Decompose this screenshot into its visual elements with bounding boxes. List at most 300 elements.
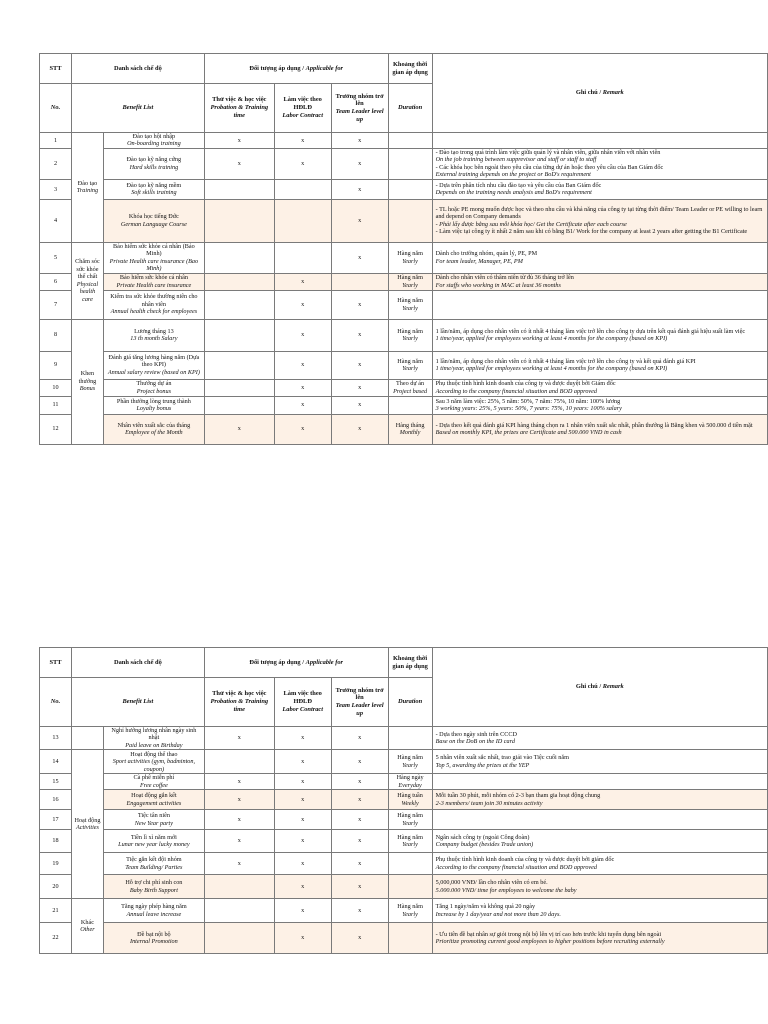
category-en: Training xyxy=(76,187,99,195)
table-row xyxy=(40,242,768,273)
remark-line: - Ưu tiên đề bạt nhân sự giỏi trong nội bộ lên vị trí cao hơn trước khi tuyển dụng bên ngoài xyxy=(435,930,662,938)
duration-cell xyxy=(388,810,432,830)
benefit-name-cell xyxy=(103,830,204,853)
row-number: 19 xyxy=(40,853,72,875)
labor-contract-mark: x xyxy=(274,290,331,319)
duration-cell xyxy=(388,351,432,379)
team-leader-mark: x xyxy=(331,290,388,319)
duration-vi: Hàng ngày xyxy=(396,774,424,782)
duration-cell xyxy=(388,853,432,875)
benefit-name-en: Free coffee xyxy=(139,781,168,789)
duration-header-vi: Khoảng thời gian áp dụng xyxy=(388,648,432,678)
row-number: 8 xyxy=(40,319,72,351)
benefit-name-cell xyxy=(103,319,204,351)
benefit-name-en: Soft skills training xyxy=(131,189,177,197)
leader-en: Team Leader level up xyxy=(335,702,384,717)
team-leader-mark: x xyxy=(331,830,388,853)
duration-cell xyxy=(388,830,432,853)
team-leader-mark: x xyxy=(331,774,388,790)
labor-contract-mark: x xyxy=(274,750,331,774)
duration-cell xyxy=(388,774,432,790)
duration-vi: Hàng năm xyxy=(397,812,423,820)
remark-cell xyxy=(432,899,767,923)
probation-en: Probation & Training time xyxy=(210,698,269,713)
stt-header: STT xyxy=(40,648,72,678)
remark-line: 5 nhân viên xuất sắc nhất, trao giải vào Tiệc cuối năm xyxy=(435,754,569,762)
labor-contract-mark: x xyxy=(274,351,331,379)
remark-line: 1 lần/năm, áp dụng cho nhân viên có ít nhất 4 tháng làm việc trở lên cho công ty và kết quả đánh giá KPI xyxy=(435,357,696,365)
remark-cell xyxy=(432,923,767,954)
benefit-name-vi: Tăng ngày phép hàng năm xyxy=(121,903,187,911)
table-row xyxy=(40,774,768,790)
benefit-name-vi: Bảo hiểm sức khỏe cá nhân (Bảo Minh) xyxy=(113,242,195,258)
benefit-name-cell xyxy=(103,750,204,774)
benefit-name-en: Lunar new year lucky money xyxy=(118,841,190,849)
duration-cell xyxy=(388,379,432,396)
benefit-name-vi: Tiệc tân niên xyxy=(137,812,170,820)
team-leader-mark: x xyxy=(331,810,388,830)
remark-line: Phụ thuộc tình hình kinh doanh của công ty và được duyệt bởi giám đốc xyxy=(435,856,615,864)
duration-vi: Hàng năm xyxy=(397,250,423,258)
remark-line: 3 working years: 25%, 5 years: 50%, 7 years: 75%, 10 years: 100% salary xyxy=(435,405,622,413)
benefit-name-en: Loyalty bonus xyxy=(136,405,172,413)
leader-header xyxy=(331,84,388,133)
table-2-body xyxy=(40,727,768,954)
duration-cell xyxy=(388,133,432,149)
row-number: 12 xyxy=(40,414,72,444)
labor-en: Labor Contract xyxy=(282,111,324,119)
remark-line: 1 time/year, applied for employees working at least 4 months for the company (based on KPI) xyxy=(435,365,668,373)
benefit-name-cell xyxy=(103,810,204,830)
table-row xyxy=(40,199,768,242)
benefit-name-vi: Hỗ trợ chi phí sinh con xyxy=(125,879,183,887)
remark-cell xyxy=(432,396,767,414)
table-row xyxy=(40,899,768,923)
remark-cell xyxy=(432,133,767,149)
probation-mark xyxy=(204,379,274,396)
duration-en: Yearly xyxy=(402,365,418,373)
duration-cell xyxy=(388,242,432,273)
benefit-name-en: Team Building/ Parties xyxy=(125,863,183,871)
remark-line: - Đào tạo trong quá trình làm việc giữa quản lý và nhân viên, giữa nhân viên với nhân viên xyxy=(435,149,661,156)
duration-en: Yearly xyxy=(402,761,418,769)
duration-header-vi: Khoảng thời gian áp dụng xyxy=(388,54,432,84)
category-cell xyxy=(71,242,103,319)
category-vi: Khen thưởng xyxy=(78,370,97,385)
applicable-vi: Đối tượng áp dụng / xyxy=(249,64,304,72)
probation-vi: Thử việc & học việc xyxy=(212,96,267,104)
labor-contract-mark: x xyxy=(274,875,331,899)
row-number: 13 xyxy=(40,727,72,750)
team-leader-mark: x xyxy=(331,853,388,875)
probation-mark xyxy=(204,899,274,923)
duration-cell xyxy=(388,750,432,774)
category-cell xyxy=(71,133,103,243)
row-number: 20 xyxy=(40,875,72,899)
benefit-name-vi: Tiền lì xì năm mới xyxy=(130,833,177,841)
category-en: Activities xyxy=(75,824,99,832)
probation-mark: x xyxy=(204,414,274,444)
duration-cell xyxy=(388,148,432,179)
remark-line: Company budget (besides Trade union) xyxy=(435,841,534,849)
row-number: 16 xyxy=(40,790,72,810)
duration-en: Yearly xyxy=(402,841,418,849)
row-number: 1 xyxy=(40,133,72,149)
table-row xyxy=(40,810,768,830)
remark-cell xyxy=(432,810,767,830)
remark-line: - Dựa theo kết quả đánh giá KPI hàng tháng chọn ra 1 nhân viên xuất sắc nhất, phần thưởng là Bằng khen và 500.000 đ tiền mặt xyxy=(435,421,753,429)
remark-cell xyxy=(432,319,767,351)
remark-header xyxy=(432,648,767,727)
remark-line: Depends on the training needs analysis and BoD's requirement xyxy=(435,189,592,197)
duration-cell xyxy=(388,396,432,414)
benefit-name-en: Private Health care insurance xyxy=(116,281,192,289)
benefit-name-cell xyxy=(103,923,204,954)
table-1-body xyxy=(40,133,768,445)
list-header-vi: Danh sách chế độ xyxy=(71,648,204,678)
labor-en: Labor Contract xyxy=(282,705,324,713)
duration-cell xyxy=(388,727,432,750)
probation-mark xyxy=(204,199,274,242)
header-row-1 xyxy=(40,648,768,678)
benefit-name-en: Paid leave on Birthday xyxy=(125,741,183,749)
benefit-name-vi: Phần thưởng lòng trung thành xyxy=(116,397,191,405)
row-number: 18 xyxy=(40,830,72,853)
benefit-name-vi: Lương tháng 13 xyxy=(134,327,174,335)
no-header: No. xyxy=(40,84,72,133)
benefit-name-cell xyxy=(103,351,204,379)
duration-cell xyxy=(388,899,432,923)
remark-line: Top 5, awarding the prizes at the YEP xyxy=(435,761,530,769)
table-row xyxy=(40,319,768,351)
row-number: 15 xyxy=(40,774,72,790)
duration-header-en: Duration xyxy=(388,678,432,727)
list-header-vi: Danh sách chế độ xyxy=(71,54,204,84)
table-row xyxy=(40,133,768,149)
remark-cell xyxy=(432,242,767,273)
remark-cell xyxy=(432,351,767,379)
probation-header xyxy=(204,84,274,133)
remark-line: - Làm việc tại công ty ít nhất 2 năm sau khi có bằng B1/ Work for the company at least 2 years after getting the B1 Certificate xyxy=(435,228,748,236)
category-en: Other xyxy=(80,926,95,934)
leader-en: Team Leader level up xyxy=(335,108,384,123)
benefit-name-en: Annual leave increase xyxy=(126,910,182,918)
remark-line: 5.000.000 VND/ time for employees to welcome the baby xyxy=(435,886,577,894)
table-row xyxy=(40,853,768,875)
remark-line: - Dựa theo ngày sinh trên CCCD xyxy=(435,730,517,738)
list-header-en: Benefit List xyxy=(71,678,204,727)
probation-mark: x xyxy=(204,810,274,830)
team-leader-mark: x xyxy=(331,148,388,179)
team-leader-mark: x xyxy=(331,750,388,774)
remark-line: According to the company financial situation and BOD approved xyxy=(435,863,597,871)
benefit-name-en: Project bonus xyxy=(136,387,172,395)
remark-cell xyxy=(432,727,767,750)
benefit-name-vi: Đào tạo kỹ năng mềm xyxy=(126,181,182,189)
duration-vi: Hàng năm xyxy=(397,754,423,762)
team-leader-mark: x xyxy=(331,875,388,899)
labor-contract-mark: x xyxy=(274,319,331,351)
duration-cell xyxy=(388,290,432,319)
benefit-name-vi: Hoạt động gắn kết xyxy=(131,792,177,800)
benefit-name-cell xyxy=(103,853,204,875)
labor-contract-mark: x xyxy=(274,727,331,750)
table-row xyxy=(40,830,768,853)
remark-cell xyxy=(432,199,767,242)
applicable-vi: Đối tượng áp dụng / xyxy=(249,658,304,666)
category-vi: Đào tạo xyxy=(77,180,98,187)
duration-cell xyxy=(388,199,432,242)
probation-mark: x xyxy=(204,133,274,149)
team-leader-mark: x xyxy=(331,242,388,273)
labor-contract-mark: x xyxy=(274,379,331,396)
team-leader-mark xyxy=(331,273,388,290)
team-leader-mark: x xyxy=(331,351,388,379)
table-row xyxy=(40,396,768,414)
benefit-name-vi: Nghỉ hưởng lương nhân ngày sinh nhật xyxy=(111,727,197,742)
remark-line: Base on the DoB on the ID card xyxy=(435,738,515,746)
remark-line: External training depends on the project or BoD's requirement xyxy=(435,171,591,179)
remark-line: - TL hoặc PE mong muốn được học và theo nhu cầu và khả năng của công ty tại từng thời điểm/ Team Leader or PE willing to learn and depend on Company demands xyxy=(435,206,763,221)
benefit-name-vi: Thưởng dự án xyxy=(136,380,172,388)
duration-en: Yearly xyxy=(402,257,418,265)
remark-line: 5,000,000 VNĐ/ lần cho nhân viên có em bé. xyxy=(435,879,548,887)
benefit-name-cell xyxy=(103,290,204,319)
remark-cell xyxy=(432,273,767,290)
remark-line: Prioritize promoting current good employees to higher positions before recruiting externally xyxy=(435,938,665,946)
stt-header: STT xyxy=(40,54,72,84)
remark-line: - Các khóa học bên ngoài theo yêu cầu của từng dự án hoặc theo yêu cầu của Ban Giám đốc xyxy=(435,163,664,171)
probation-mark: x xyxy=(204,727,274,750)
leader-vi: Trưởng nhóm trở lên xyxy=(335,92,384,108)
benefit-name-vi: Đánh giá tăng lương hàng năm (Dựa theo KPI) xyxy=(108,353,200,369)
table-row xyxy=(40,727,768,750)
duration-vi: Hàng năm xyxy=(397,274,423,282)
labor-contract-mark: x xyxy=(274,273,331,290)
benefit-name-en: Internal Promotion xyxy=(130,938,178,946)
team-leader-mark: x xyxy=(331,414,388,444)
duration-en: Yearly xyxy=(402,910,418,918)
probation-mark xyxy=(204,351,274,379)
remark-line: - Dựa trên phân tích nhu cầu đào tạo và yêu cầu của Ban Giám đốc xyxy=(435,181,602,189)
duration-vi: Hàng năm xyxy=(397,903,423,911)
benefit-name-cell xyxy=(103,790,204,810)
probation-en: Probation & Training time xyxy=(210,104,269,119)
remark-line: Ngân sách công ty (ngoài Công đoàn) xyxy=(435,833,530,841)
duration-vi: Hàng năm xyxy=(397,357,423,365)
labor-contract-mark: x xyxy=(274,774,331,790)
remark-line: Dành cho nhân viên có thâm niên từ đủ 36 tháng trở lên xyxy=(435,274,574,282)
probation-mark: x xyxy=(204,830,274,853)
probation-mark: x xyxy=(204,148,274,179)
probation-header xyxy=(204,678,274,727)
remark-cell xyxy=(432,414,767,444)
duration-cell xyxy=(388,179,432,199)
table-row xyxy=(40,148,768,179)
duration-vi: Hàng năm xyxy=(397,297,423,305)
labor-vi: Làm việc theo HĐLĐ xyxy=(283,96,322,112)
team-leader-mark: x xyxy=(331,790,388,810)
row-number: 21 xyxy=(40,899,72,923)
probation-mark xyxy=(204,750,274,774)
remark-cell xyxy=(432,179,767,199)
remark-vi: Ghi chú / xyxy=(575,683,602,691)
row-number: 11 xyxy=(40,396,72,414)
benefit-name-vi: Cà phê miễn phí xyxy=(133,774,175,782)
remark-cell xyxy=(432,379,767,396)
remark-line: For staffs who working in MAC at least 36 months xyxy=(435,281,561,289)
labor-vi: Làm việc theo HĐLĐ xyxy=(283,690,322,706)
category-en: Physical health care xyxy=(76,280,99,303)
benefit-name-en: Sport activities (gym, badminton, coupon) xyxy=(112,758,196,773)
benefits-table-1 xyxy=(39,53,768,445)
probation-mark xyxy=(204,319,274,351)
benefit-name-vi: Tiệc gắn kết đội nhóm xyxy=(126,856,182,864)
duration-vi: Hàng tháng xyxy=(395,421,425,429)
table-row xyxy=(40,875,768,899)
team-leader-mark: x xyxy=(331,899,388,923)
duration-en: Monthly xyxy=(399,429,421,437)
team-leader-mark: x xyxy=(331,179,388,199)
row-number: 5 xyxy=(40,242,72,273)
benefit-name-cell xyxy=(103,273,204,290)
benefit-name-cell xyxy=(103,379,204,396)
table-row xyxy=(40,179,768,199)
benefit-name-vi: Đào tạo kỹ năng cứng xyxy=(126,156,182,164)
team-leader-mark: x xyxy=(331,319,388,351)
benefit-name-vi: Hoạt động thể thao xyxy=(130,750,178,758)
remark-cell xyxy=(432,750,767,774)
remark-line: Mỗi tuần 30 phút, mỗi nhóm có 2-3 bạn tham gia hoạt động chung xyxy=(435,792,601,800)
benefit-name-cell xyxy=(103,396,204,414)
benefit-name-cell xyxy=(103,148,204,179)
row-number: 4 xyxy=(40,199,72,242)
duration-cell xyxy=(388,273,432,290)
remark-cell xyxy=(432,774,767,790)
labor-contract-mark: x xyxy=(274,133,331,149)
duration-cell xyxy=(388,875,432,899)
category-cell xyxy=(71,727,103,750)
table-row xyxy=(40,790,768,810)
row-number: 14 xyxy=(40,750,72,774)
remark-cell xyxy=(432,790,767,810)
category-en: Bonus xyxy=(79,385,96,393)
labor-contract-mark xyxy=(274,242,331,273)
category-cell xyxy=(71,750,103,899)
table-row xyxy=(40,273,768,290)
benefit-name-vi: Bảo hiểm sức khỏe cá nhân xyxy=(119,274,188,282)
probation-vi: Thử việc & học việc xyxy=(212,690,267,698)
duration-en: Yearly xyxy=(402,304,418,312)
labor-contract-mark: x xyxy=(274,899,331,923)
duration-vi: Theo dự án xyxy=(396,380,425,388)
remark-cell xyxy=(432,830,767,853)
table-row xyxy=(40,750,768,774)
probation-mark xyxy=(204,923,274,954)
probation-mark xyxy=(204,179,274,199)
benefit-name-vi: Nhân viên xuất sắc của tháng xyxy=(117,421,191,429)
duration-vi: Hàng năm xyxy=(397,327,423,335)
remark-line: On the job training between supprevisor and staff or staff to staff xyxy=(435,156,597,164)
labor-header xyxy=(274,84,331,133)
remark-line: Dành cho trưởng nhóm, quản lý, PE, PM xyxy=(435,250,538,258)
benefit-name-en: German Language Course xyxy=(120,220,187,228)
benefit-name-cell xyxy=(103,899,204,923)
remark-en: Remark xyxy=(602,683,624,691)
duration-en: Everyday xyxy=(398,781,422,789)
benefit-name-cell xyxy=(103,179,204,199)
duration-en: Yearly xyxy=(402,819,418,827)
probation-mark: x xyxy=(204,790,274,810)
benefit-name-en: Annual salary review (based on KPI) xyxy=(107,368,200,376)
table-row xyxy=(40,923,768,954)
table-row xyxy=(40,414,768,444)
row-number: 6 xyxy=(40,273,72,290)
remark-line: Based on monthly KPI, the prizes are Certificate and 500.000 VND in cash xyxy=(435,429,622,437)
no-header: No. xyxy=(40,678,72,727)
row-number: 7 xyxy=(40,290,72,319)
benefit-name-cell xyxy=(103,199,204,242)
benefit-name-cell xyxy=(103,133,204,149)
benefit-name-vi: Khóa học tiếng Đức xyxy=(128,213,179,221)
duration-en: Yearly xyxy=(402,281,418,289)
remark-line: For team leader, Manager, PE, PM xyxy=(435,257,523,265)
labor-contract-mark: x xyxy=(274,810,331,830)
remark-line: Increase by 1 day/year and not more than 20 days. xyxy=(435,910,561,918)
remark-line: 2-3 members/ team join 30 minutes activity xyxy=(435,799,543,807)
applicable-header xyxy=(204,54,388,84)
row-number: 2 xyxy=(40,148,72,179)
benefit-name-en: On-boarding training xyxy=(127,140,181,148)
probation-mark xyxy=(204,242,274,273)
benefit-name-en: Engagement activities xyxy=(126,799,182,807)
list-header-en: Benefit List xyxy=(71,84,204,133)
leader-vi: Trưởng nhóm trở lên xyxy=(335,686,384,702)
probation-mark xyxy=(204,290,274,319)
probation-mark: x xyxy=(204,853,274,875)
remark-en: Remark xyxy=(602,89,624,97)
labor-contract-mark: x xyxy=(274,148,331,179)
remark-vi: Ghi chú / xyxy=(575,89,602,97)
labor-contract-mark: x xyxy=(274,830,331,853)
category-vi: Khác xyxy=(80,918,94,926)
duration-en: Project based xyxy=(393,387,428,395)
applicable-en: Applicable for xyxy=(305,658,344,666)
probation-mark xyxy=(204,875,274,899)
remark-line: 1 time/year, applied for employees working at least 4 months for the company (based on KPI) xyxy=(435,335,668,343)
duration-header-en: Duration xyxy=(388,84,432,133)
leader-header xyxy=(331,678,388,727)
duration-vi: Hàng năm xyxy=(397,833,423,841)
row-number: 22 xyxy=(40,923,72,954)
labor-header xyxy=(274,678,331,727)
labor-contract-mark: x xyxy=(274,396,331,414)
duration-cell xyxy=(388,923,432,954)
benefit-name-en: New Year party xyxy=(134,819,174,827)
team-leader-mark: x xyxy=(331,379,388,396)
benefit-name-en: 13 th month Salary xyxy=(130,335,178,343)
row-number: 17 xyxy=(40,810,72,830)
remark-line: According to the company financial situation and BOD approved xyxy=(435,387,597,395)
labor-contract-mark: x xyxy=(274,923,331,954)
row-number: 9 xyxy=(40,351,72,379)
remark-line: - Phải lấy được bằng sau mỗi khóa học/ Get the Certificate after each course xyxy=(435,220,627,228)
benefit-name-cell xyxy=(103,774,204,790)
benefit-name-cell xyxy=(103,727,204,750)
remark-line: Sau 3 năm làm việc: 25%, 5 năm: 50%, 7 năm: 75%, 10 năm: 100% lương xyxy=(435,397,621,405)
team-leader-mark: x xyxy=(331,727,388,750)
remark-line: Tăng 1 ngày/năm và không quá 20 ngày xyxy=(435,903,536,911)
